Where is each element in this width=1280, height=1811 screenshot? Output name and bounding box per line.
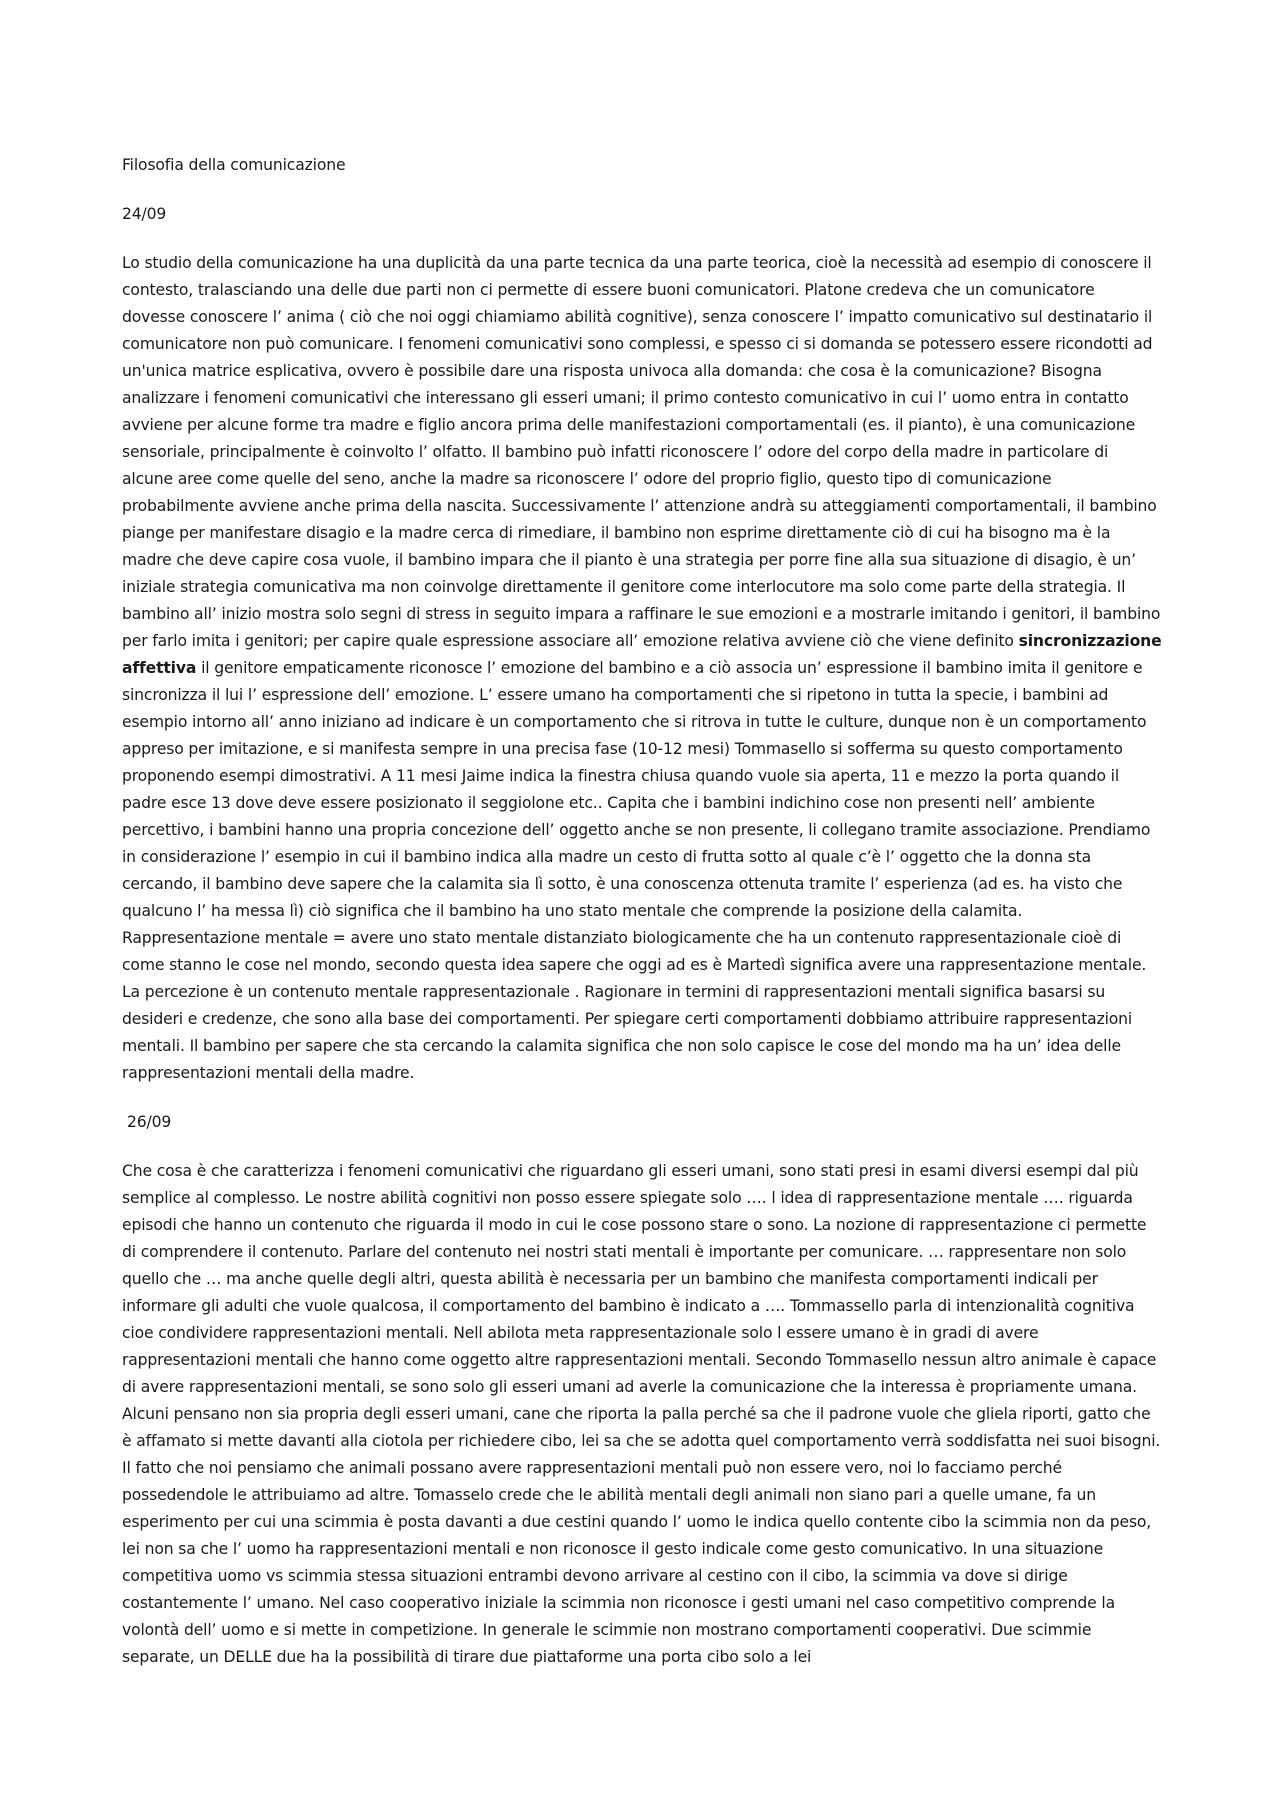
body-text-segment: Lo studio della comunicazione ha una duplicità da una parte tecnica da una parte teorica, cioè la necessità ad esempio di conoscere il contesto, tralasciando una delle due parti non ci permette di essere buoni comunicatori. Platone credeva che un comunicatore dovesse conoscere l’ anima ( ciò che noi oggi chiamiamo abilità cognitive), senza conoscere l’ impatto comunicativo sul destinatario il comunicatore non può comunicare. I fenomeni comunicativi sono complessi, e spesso ci si domanda se potessero essere ricondotti ad un'unica matrice esplicativa, ovvero è possibile dare una risposta univoca alla domanda: che cosa è la comunicazione? Bisogna analizzare i fenomeni comunicativi che interessano gli esseri umani; il primo contesto comunicativo in cui l’ uomo entra in contatto avviene per alcune forme tra madre e figlio ancora prima delle manifestazioni comportamentali (es. il pianto), è una comunicazione sensoriale, principalmente è coinvolto l’ olfatto. Il bambino può infatti riconoscere l’ odore del corpo della madre in particolare di alcune aree come quelle del seno, anche la madre sa riconoscere l’ odore del proprio figlio, questo tipo di comunicazione probabilmente avviene anche prima della nascita. Successivamente l’ attenzione andrà su atteggiamenti comportamentali, il bambino piange per manifestare disagio e la madre cerca di rimediare, il bambino non esprime direttamente ciò di cui ha bisogno ma è la madre che deve capire cosa vuole, il bambino impara che il pianto è una strategia per porre fine alla sua situazione di disagio, è un’ iniziale strategia comunicativa ma non coinvolge direttamente il genitore come interlocutore ma solo come parte della strategia. Il bambino all’ inizio mostra solo segni di stress in seguito impara a raffinare le sue emozioni e a mostrarle imitando i genitori, il bambino per farlo imita i genitori; per capire quale espressione associare all’ emozione relativa avviene ciò che viene definito (122, 254, 1161, 650)
section-body-2: Che cosa è che caratterizza i fenomeni comunicativi che riguardano gli esseri umani, sono stati presi in esami diversi esempi dal più semplice al complesso. Le nostre abilità cognitivi non posso essere spiegate solo …. l idea di rappresentazione mentale …. riguarda episodi che hanno un contenuto che riguarda il modo in cui le cose possono stare o sono. La nozione di rappresentazione ci permette di comprendere il contenuto. Parlare del contenuto nei nostri stati mentali è importante per comunicare. … rappresentare non solo quello che … ma anche quelle degli altri, questa abilità è necessaria per un bambino che manifesta comportamenti indicali per informare gli adulti che vuole qualcosa, il comportamento del bambino è indicato a …. Tommassello parla di intenzionalità cognitiva cioe condividere rappresentazioni mentali. Nell abilota meta rappresentazionale solo l essere umano è in gradi di avere rappresentazioni mentali che hanno come oggetto altre rappresentazioni mentali. Secondo Tommasello nessun altro animale è capace di avere rappresentazioni mentali, se sono solo gli esseri umani ad averle la comunicazione che la interessa è propriamente umana. Alcuni pensano non sia propria degli esseri umani, cane che riporta la palla perché sa che il padrone vuole che gliela riporti, gatto che è affamato si mette davanti alla ciotola per richiedere cibo, lei sa che se adotta quel comportamento verrà soddisfatta nei suoi bisogni. Il fatto che noi pensiamo che animali possano avere rappresentazioni mentali può non essere vero, noi lo facciamo perché possedendole le attribuiamo ad altre. Tomasselo crede che le abilità mentali degli animali non siano pari a quelle umane, fa un esperimento per cui una scimmia è posta davanti a due cestini quando l’ uomo le indica quello contente cibo la scimmia non da peso, lei non sa che l’ uomo ha rappresentazioni mentali e non riconosce il gesto indicale come gesto comunicativo. In una situazione competitiva uomo vs scimmia stessa situazioni entrambi devono arrivare al cestino con il cibo, la scimmia va dove si dirige costantemente l’ umano. Nel caso cooperativo iniziale la scimmia non riconosce i gesti umani nel caso competitivo comprende la volontà dell’ uomo e si mette in competizione. In generale le scimmie non mostrano comportamenti cooperativi. Due scimmie separate, un DELLE due ha la possibilità di tirare due piattaforme una porta cibo solo a lei (122, 1162, 1161, 1666)
section-date-1: 24/09 (122, 205, 167, 223)
body-text-segment: il genitore empaticamente riconosce l’ emozione del bambino e a ciò associa un’ espressione il bambino imita il genitore e sincronizza il lui l’ espressione dell’ emozione. L’ essere umano ha comportamenti che si ripetono in tutta la specie, i bambini ad esempio intorno all’ anno iniziano ad indicare è un comportamento che si ritrova in tutte le culture, dunque non è un comportamento appreso per imitazione, e si manifesta sempre in una precisa fase (10-12 mesi) Tommasello si sofferma su questo comportamento proponendo esempi dimostrativi. A 11 mesi Jaime indica la finestra chiusa quando vuole sia aperta, 11 e mezzo la porta quando il padre esce 13 dove deve essere posizionato il seggiolone etc.. Capita che i bambini indichino cose non presenti nell’ ambiente percettivo, i bambini hanno una propria concezione dell’ oggetto anche se non presente, li collegano tramite associazione. Prendiamo in considerazione l’ esempio in cui il bambino indica alla madre un cesto di frutta sotto al quale c’è l’ oggetto che la donna sta cercando, il bambino deve sapere che la calamita sia lì sotto, è una conoscenza ottenuta tramite l’ esperienza (ad es. ha visto che qualcuno l’ ha messa lì) ciò significa che il bambino ha uno stato mentale che comprende la posizione della calamita. Rappresentazione mentale = avere uno stato mentale distanziato biologicamente che ha un contenuto rappresentazionale cioè di come stanno le cose nel mondo, secondo questa idea sapere che oggi ad es è Martedì significa avere una rappresentazione mentale. La percezione è un contenuto mentale rappresentazionale . Ragionare in termini di rappresentazioni mentali significa basarsi su desideri e credenze, che sono alla base dei comportamenti. Per spiegare certi comportamenti dobbiamo attribuire rappresentazioni mentali. Il bambino per sapere che sta cercando la calamita significa che non solo capisce le cose del mondo ma ha un’ idea delle rappresentazioni mentali della madre. (122, 659, 1151, 1082)
bold-term: sincronizzazione affettiva (122, 632, 1162, 677)
document-title: Filosofia della comunicazione (122, 156, 346, 174)
section-date-2: 26/09 (127, 1113, 172, 1131)
section-body-1 (122, 250, 1162, 1087)
